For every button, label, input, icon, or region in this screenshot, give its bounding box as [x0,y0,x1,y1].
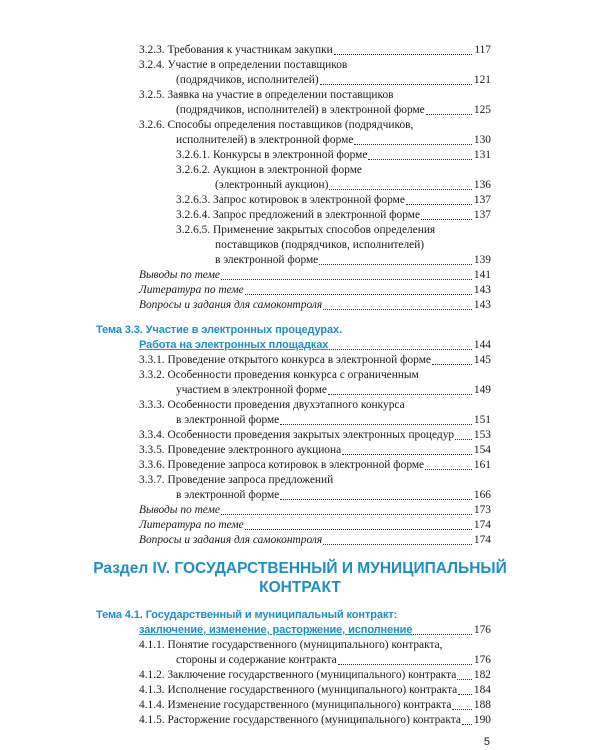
toc-page-number: 190 [473,714,491,726]
toc-page-number: 174 [473,519,491,531]
toc-page-number: 143 [473,284,491,296]
toc-page-number: 130 [473,134,491,146]
toc-page-number: 141 [473,269,491,281]
toc-page-number: 174 [473,534,491,546]
toc-entry-text: 3.2.3. Требования к участникам закупки [139,44,333,56]
toc-page-number: 143 [473,299,491,311]
toc-page-number: 144 [473,339,491,351]
toc-page-number: 137 [473,209,491,221]
toc-page-number: 125 [473,104,491,116]
toc-page-number: 154 [473,444,491,456]
toc-page-number: 117 [474,44,491,56]
toc-page-number: 176 [473,654,491,666]
toc-page-number: 145 [473,354,491,366]
toc-page-number: 176 [473,624,491,636]
toc-page-number: 161 [473,459,491,471]
toc-page-number: 166 [473,489,491,501]
toc-page-number: 137 [473,194,491,206]
toc-page-number: 182 [473,669,491,681]
toc-page: 3.2.3. Требования к участникам закупки 117 3.2.4. Участие в определении поставщиков (подрядчиков, исполнителей) 121 3.2.5. Заявка на участие в определении поставщиков (подрядчиков, исполнителей) в электронной форме 125 3.2.6. Способы определения поставщиков (подрядчиков, исполнителей) в электронной форме 130 3.2.6.1. Конкурсы в электронной форме 131 3.2.6.2. Аукцион в электронной форме (электронный аукцион) 136 3.2.6.3. Запрос котировок в электронной форме 137 3.2.6.4. Запрос предложений в электронной форме 137 3.2.6.5. Применение закрытых способов определения поставщиков (подрядчиков, исполнителей) в электронной форме 139 Выводы по теме 141 Литература по теме 143 Вопросы и задания для самоконтроля 143 Тема 3.3. Участие в электронных процедурах. Работа на электронных площадках 144 3.3.1. Проведение открытого конкурса в электронной форме 145 3.3.2. Особенности проведения конкурса с ограниченным участием в электронной форме 149 3.3.3. Особенности проведения двухэтапного конкурса в электронной форме 151 3.3.4. Особенности проведения закрытых электронных процедур 153 3.3.5. Проведение электронного аукциона 154 3.3.6. Проведение запроса котировок в электронной форме 161 3.3.7. Проведение запроса предложений в электронной форме 166 Выводы по теме 173 Литература по теме 174 Вопросы и задания для самоконтроля 174 Раздел IV. ГОСУДАРСТВЕННЫЙ И МУНИЦИПАЛЬНЫЙ КОНТРАКТ Тема 4.1. Государственный и муниципальный контракт: заключение, изменение, расторжение, исполнение 176 4.1.1. Понятие государственного (муниципального) контракта, стороны и содержание контракта 176 4.1.2. Заключение государственного (муниципального) контракта 182 4.1.3. Исполнение государственного (муниципального) контракта 184 4.1.4. Изменение государственного (муниципального) контракта 188 4.1.5. Расторжение государственного (муниципального) контракта 190 5 [0,0,600,750]
toc-page-number: 131 [473,149,491,161]
toc-page-number: 149 [473,384,491,396]
toc-page-number: 121 [473,74,491,86]
toc-page-number: 151 [473,414,491,426]
toc-page-number: 153 [473,429,491,441]
toc-page-number: 136 [473,179,491,191]
toc-page-number: 173 [473,504,491,516]
section-title-line2: КОНТРАКТ [259,579,341,596]
page-number: 5 [483,736,490,748]
toc-page-number: 184 [473,684,491,696]
section-title-line1: Раздел IV. ГОСУДАРСТВЕННЫЙ И МУНИЦИПАЛЬНЫЙ [93,560,507,577]
toc-page-number: 188 [473,699,491,711]
toc-page-number: 139 [473,254,491,266]
